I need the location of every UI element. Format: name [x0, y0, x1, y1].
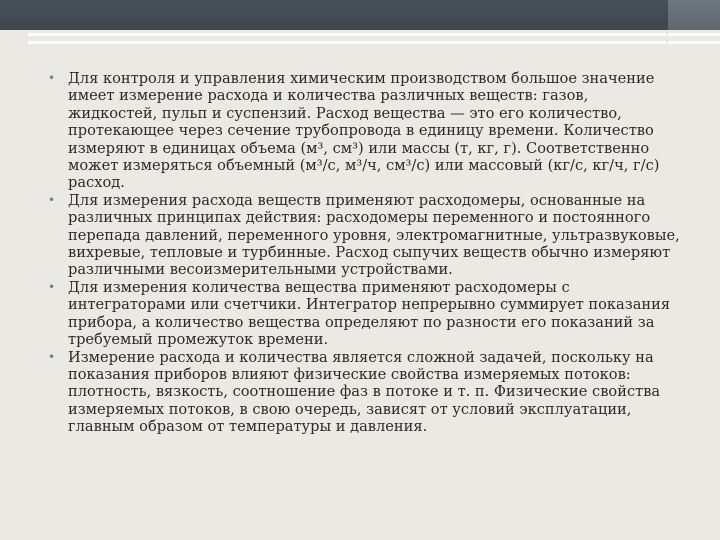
bullet-marker: • [48, 192, 56, 207]
bullet-item [30, 192, 680, 279]
bullet-text: Измерение расхода и количества является сложной задачей, поскольку на показания приборов влияют физические свойства измеряемых потоков: плотность, вязкость, соотношение фаз в потоке и т. п. Физические свойства измеряемых потоков, в свою очередь, зависят от условий эксплуатации, главным образом от температуры и давления. [68, 348, 661, 436]
header-accent-block [668, 0, 720, 30]
header-rule-right-upper [668, 33, 720, 36]
bullet-list [30, 70, 680, 436]
bullet-marker: • [48, 71, 56, 85]
bullet-item [30, 279, 680, 349]
bullet-item [30, 349, 680, 436]
header-rule-lower [28, 41, 666, 44]
header-bar [0, 0, 720, 30]
bullet-text: Для контроля и управления химическим производством большое значение имеет измерение расхода и количества различных веществ: газов, жидкостей, пульп и суспензий. Расход вещества — это его количество, протекающее через сечение трубопровода в единицу времени. Количество измеряют в единицах объема (м³, см³) или массы (т, кг, г). Соответственно может измеряться объемный (м³/с, м³/ч, см³/с) или массовый (кг/с, кг/ч, г/с) расход. [68, 70, 660, 192]
header-rule-upper [28, 33, 666, 36]
bullet-marker: • [48, 349, 56, 364]
header-rule-right-lower [668, 41, 720, 44]
bullet-item [30, 70, 680, 192]
slide-content [30, 70, 680, 436]
bullet-text: Для измерения расхода веществ применяют расходомеры, основанные на различных принципах действия: расходомеры переменного и постоянного перепада давлений, переменного уровня, электромагнитные, ультразвуковые, вихревые, тепловые и турбинные. Расход сыпучих веществ обычно измеряют различными весоизмерительными устройствами. [68, 191, 680, 279]
bullet-text: Для измерения количества вещества применяют расходомеры с интеграторами или счетчики. Интегратор непрерывно суммирует показания прибора, а количество вещества определяют по разности его показаний за требуемый промежуток времени. [68, 278, 671, 349]
bullet-marker: • [48, 279, 56, 294]
